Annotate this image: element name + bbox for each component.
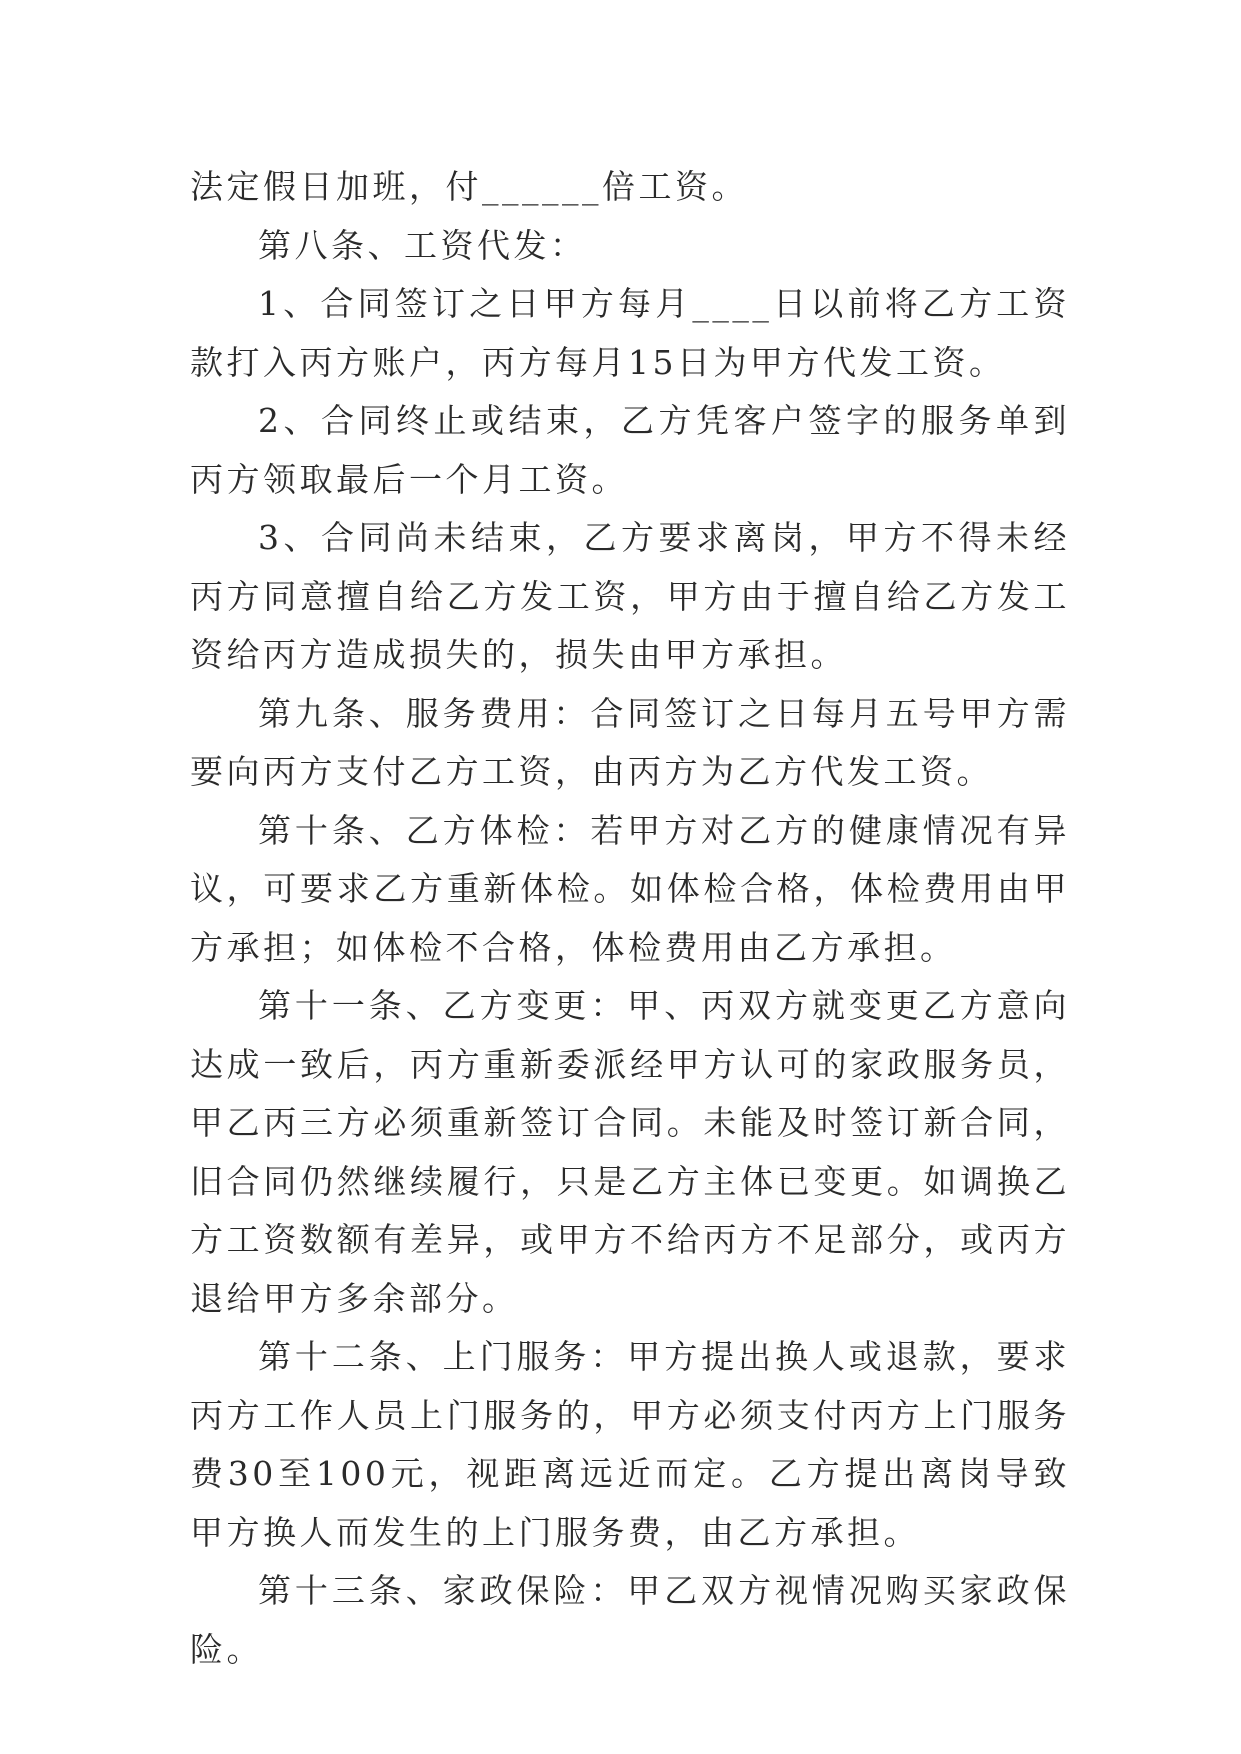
paragraph-article-9: 第九条、服务费用：合同签订之日每月五号甲方需要向丙方支付乙方工资，由丙方为乙方代发工资。 [190,693,1070,791]
paragraph-article-11: 第十一条、乙方变更：甲、丙双方就变更乙方意向达成一致后，丙方重新委派经甲方认可的家政服务员，甲乙丙三方必须重新签订合同。未能及时签订新合同，旧合同仍然继续履行，只是乙方主体已变更。如调换乙方工资数额有差异，或甲方不给丙方不足部分，或丙方退给甲方多余部分。 [190,986,1070,1318]
paragraph-article-12: 第十二条、上门服务：甲方提出换人或退款，要求丙方工作人员上门服务的，甲方必须支付丙方上门服务费30至100元，视距离远近而定。乙方提出离岗导致甲方换人而发生的上门服务费，由乙方承担。 [190,1337,1070,1552]
paragraph-overtime-pay: 法定假日加班，付______倍工资。 [190,167,748,206]
document-body [190,158,1070,1679]
paragraph-article-13: 第十三条、家政保险：甲乙双方视情况购买家政保险。 [190,1571,1070,1669]
paragraph-article-8-item-3: 3、合同尚未结束，乙方要求离岗，甲方不得未经丙方同意擅自给乙方发工资，甲方由于擅自给乙方发工资给丙方造成损失的，损失由甲方承担。 [190,518,1070,674]
paragraph-article-8-heading: 第八条、工资代发： [258,225,587,265]
paragraph-article-10: 第十条、乙方体检：若甲方对乙方的健康情况有异议，可要求乙方重新体检。如体检合格，体检费用由甲方承担；如体检不合格，体检费用由乙方承担。 [190,810,1070,967]
paragraph-article-8-item-2: 2、合同终止或结束，乙方凭客户签字的服务单到丙方领取最后一个月工资。 [190,401,1070,499]
paragraph-article-8-item-1: 1、合同签订之日甲方每月____日以前将乙方工资款打入丙方账户，丙方每月15日为甲方代发工资。 [190,284,1070,382]
